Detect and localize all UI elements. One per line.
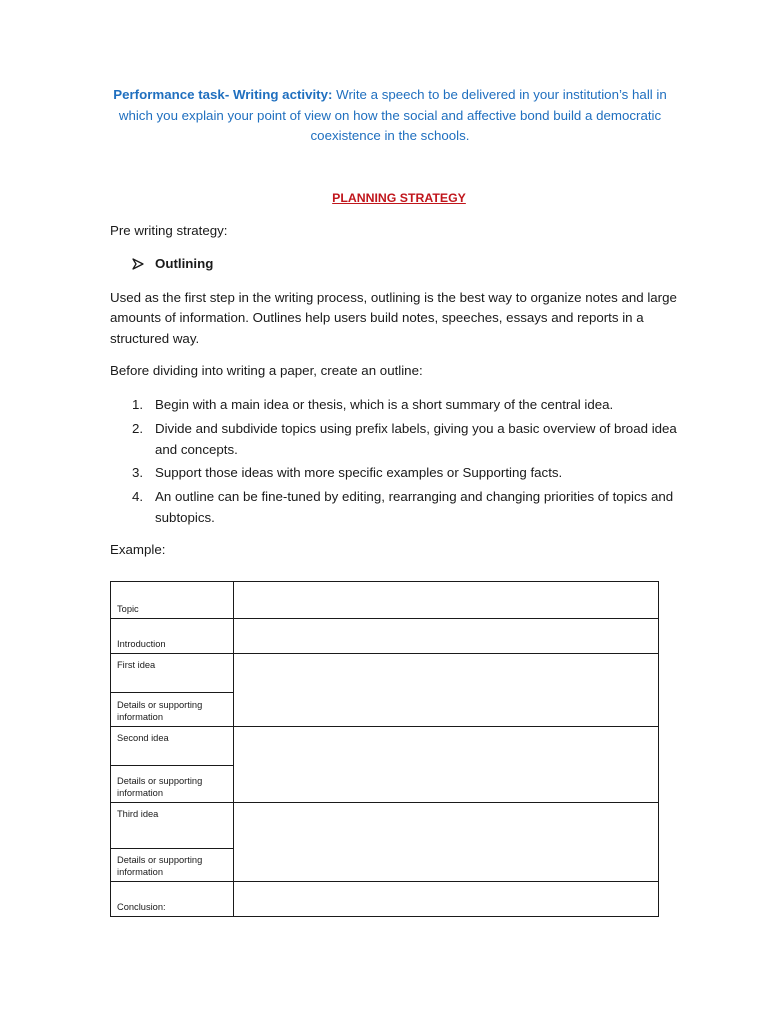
outlining-label: Outlining [155, 256, 214, 271]
list-item [110, 486, 690, 528]
step-number: 2. [132, 420, 144, 436]
details-2-label: Details or supporting information [111, 766, 234, 803]
list-item [110, 418, 690, 460]
intro-paragraph: Used as the first step in the writing process, outlining is the best way to organize notes and large amounts of information. Outlines help users build notes, speeches, essays and reports in a structured way. [110, 290, 677, 346]
table-row [111, 582, 659, 619]
table-row [111, 882, 659, 917]
third-idea-cell[interactable] [234, 803, 659, 882]
outlining-bullet [132, 255, 213, 273]
table-row [111, 654, 659, 693]
third-idea-label: Third idea [111, 803, 234, 849]
task-text: Write a speech to be delivered in your institution’s hall in which you explain your point of view on how the social and affective bond build a democratic coexistence in the schools. [118, 87, 667, 143]
step-number: 1. [132, 397, 144, 412]
introduction-label: Introduction [111, 619, 234, 654]
introduction-cell[interactable] [234, 619, 659, 654]
conclusion-cell[interactable] [234, 882, 659, 917]
step-number: 4. [132, 488, 144, 504]
outline-steps-list [110, 394, 690, 530]
details-3-label: Details or supporting information [111, 849, 234, 882]
topic-cell[interactable] [234, 582, 659, 619]
step-text: Support those ideas with more specific examples or Supporting facts. [155, 465, 563, 480]
example-label: Example: [110, 542, 166, 557]
details-1-label: Details or supporting information [111, 693, 234, 727]
outline-table [110, 581, 659, 917]
conclusion-label: Conclusion: [111, 882, 234, 917]
step-text: Divide and subdivide topics using prefix labels, giving you a basic overview of broad idea and concepts. [155, 420, 677, 457]
list-item [110, 394, 690, 415]
second-idea-label: Second idea [111, 727, 234, 766]
task-instructions [108, 85, 672, 147]
step-number: 3. [132, 465, 144, 480]
first-idea-cell[interactable] [234, 654, 659, 727]
step-text: An outline can be fine-tuned by editing, rearranging and changing priorities of topics and subtopics. [155, 488, 674, 525]
table-row [111, 727, 659, 766]
task-label: Performance task- Writing activity: [113, 87, 333, 102]
arrow-bullet-icon [132, 258, 144, 270]
second-idea-cell[interactable] [234, 727, 659, 803]
section-title: PLANNING STRATEGY [332, 191, 466, 205]
step-text: Begin with a main idea or thesis, which is a short summary of the central idea. [155, 397, 614, 412]
pre-writing-label: Pre writing strategy: [110, 223, 228, 238]
table-row [111, 803, 659, 849]
first-idea-label: First idea [111, 654, 234, 693]
before-paragraph: Before dividing into writing a paper, create an outline: [110, 363, 423, 378]
topic-label: Topic [111, 582, 234, 619]
list-item [110, 462, 690, 483]
table-row [111, 619, 659, 654]
